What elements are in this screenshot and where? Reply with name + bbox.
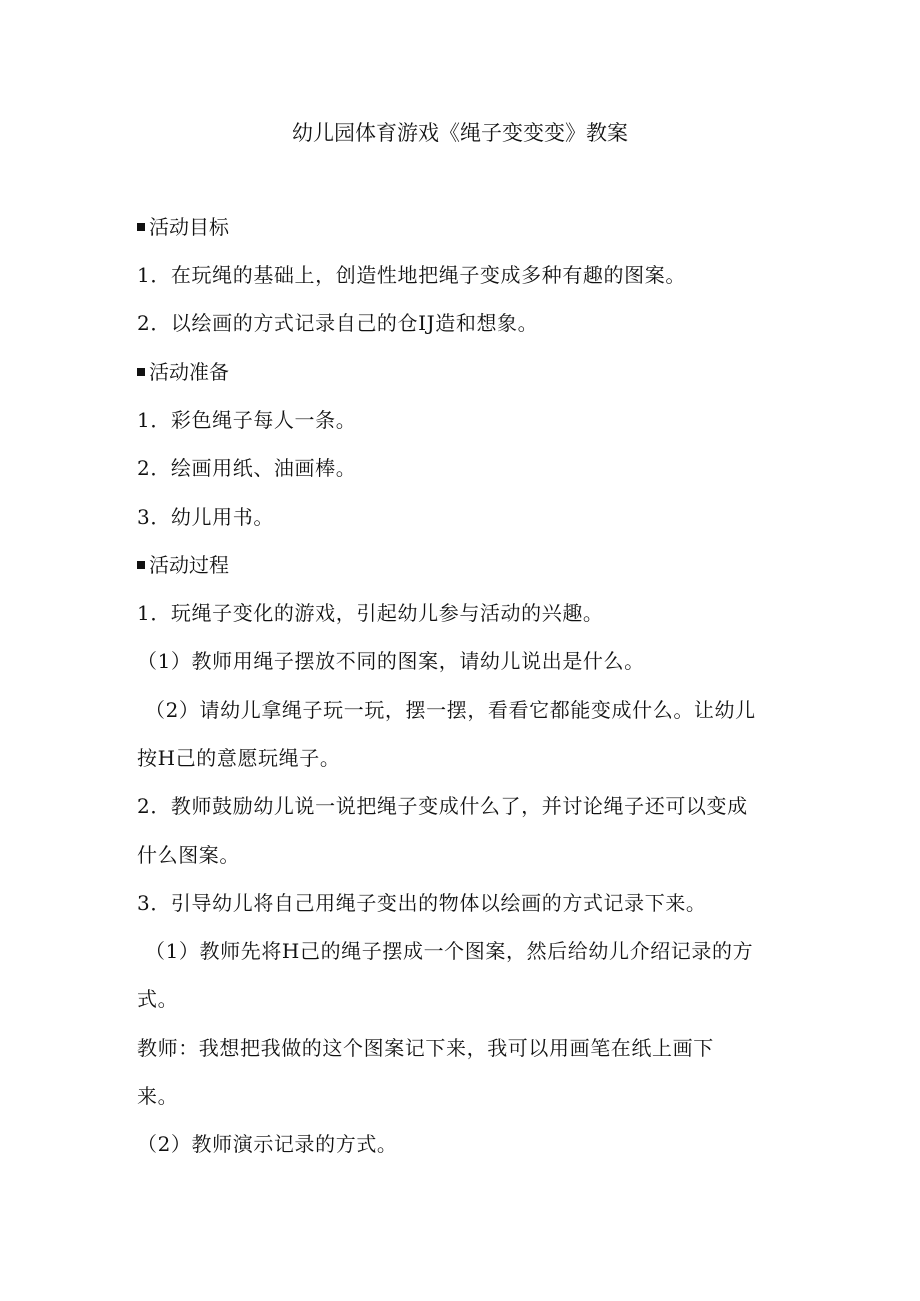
paragraph-line: 1．彩色绳子每人一条。 [137, 408, 357, 432]
paragraph-line: 1．玩绳子变化的游戏，引起幼儿参与活动的兴趣。 [137, 601, 604, 625]
paragraph-line: 2．绘画用纸、油画棒。 [137, 456, 357, 480]
square-bullet-icon [137, 223, 145, 231]
section-heading-label: 活动过程 [149, 553, 229, 577]
square-bullet-icon [137, 368, 145, 376]
section-heading-goals [137, 212, 229, 242]
paragraph-line: （2）教师演示记录的方式。 [137, 1132, 398, 1156]
paragraph-line: 3．引导幼儿将自己用绳子变出的物体以绘画的方式记录下来。 [137, 891, 707, 915]
paragraph-line: （2）请幼儿拿绳子玩一玩，摆一摆，看看它都能变成什么。让幼儿 [145, 698, 756, 722]
section-heading-label: 活动准备 [149, 360, 229, 384]
paragraph-line: 按H己的意愿玩绳子。 [137, 746, 341, 770]
document-title: 幼儿园体育游戏《绳子变变变》教案 [292, 121, 628, 145]
paragraph-line: 2．教师鼓励幼儿说一说把绳子变成什么了，并讨论绳子还可以变成 [137, 794, 748, 818]
paragraph-line: 3．幼儿用书。 [137, 505, 274, 529]
section-heading-label: 活动目标 [149, 215, 229, 239]
paragraph-line: 式。 [137, 987, 179, 1011]
paragraph-line: 2．以绘画的方式记录自己的仓IJ造和想象。 [137, 311, 539, 335]
paragraph-line: （1）教师先将H己的绳子摆成一个图案，然后给幼儿介绍记录的方 [145, 939, 754, 963]
paragraph-line: 什么图案。 [137, 843, 240, 867]
square-bullet-icon [137, 561, 145, 569]
paragraph-line: 1．在玩绳的基础上，创造性地把绳子变成多种有趣的图案。 [137, 263, 686, 287]
paragraph-line: （1）教师用绳子摆放不同的图案，请幼儿说出是什么。 [137, 649, 645, 673]
section-heading-preparation [137, 357, 229, 387]
paragraph-line: 来。 [137, 1084, 179, 1108]
paragraph-line: 教师：我想把我做的这个图案记下来，我可以用画笔在纸上画下 [137, 1036, 714, 1060]
section-heading-process [137, 550, 229, 580]
